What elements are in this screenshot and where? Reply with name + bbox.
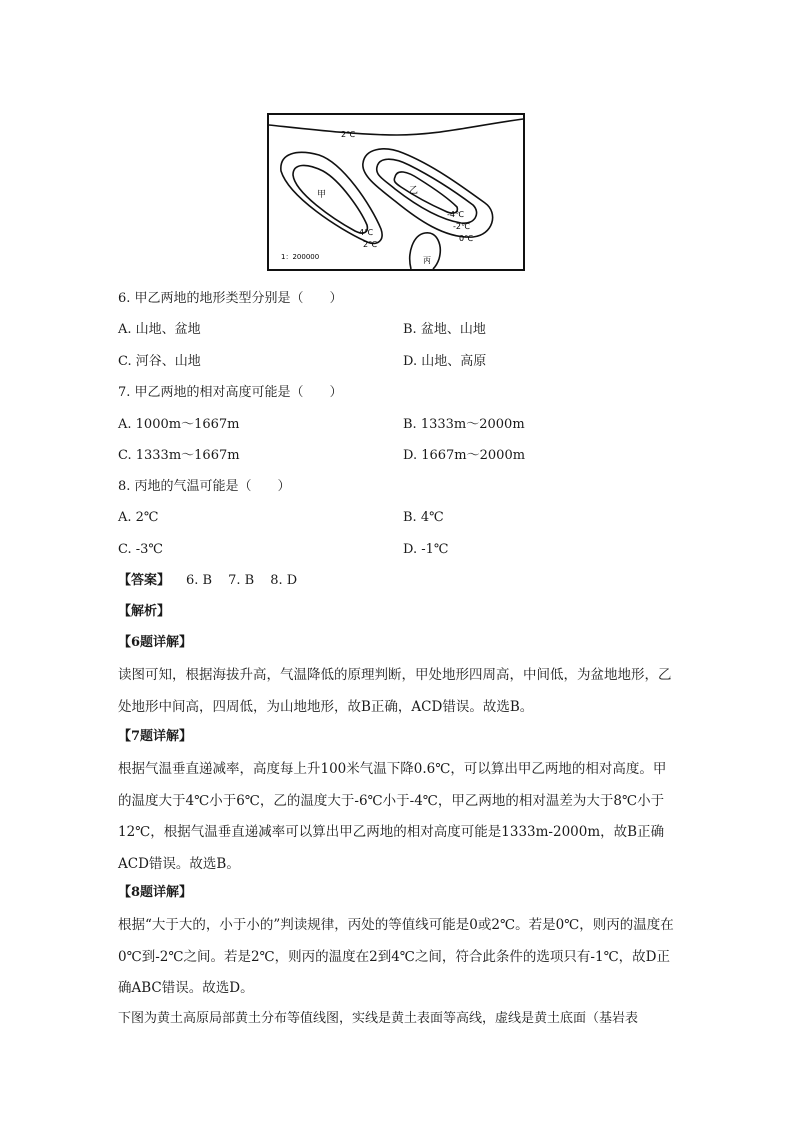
question-8-stem: 8. 丙地的气温可能是（ ）	[118, 479, 291, 494]
answer-item-6: 6. B	[186, 573, 213, 588]
q7-option-d: D. 1667m～2000m	[403, 448, 526, 463]
detail-7-text: 根据气温垂直递减率，高度每上升100米气温下降0.6℃，可以算出甲乙两地的相对高度。甲的温度大于4℃小于6℃，乙的温度大于-6℃小于-4℃，甲乙两地的相对温差为大于8℃小于12℃，根据气温垂直递减率可以算出甲乙两地的相对高度可能是1333m-2000m，故B正确ACD错误。故选B。	[118, 761, 667, 872]
label-0c: 0℃	[459, 234, 474, 243]
question-7-stem: 7. 甲乙两地的相对高度可能是（ ）	[118, 385, 343, 400]
q8-option-b: B. 4℃	[403, 510, 444, 525]
detail-6-heading: 【6题详解】	[118, 635, 193, 650]
q6-option-b: B. 盆地、山地	[403, 322, 486, 337]
detail-8-heading: 【8题详解】	[118, 885, 193, 900]
label-bing: 丙	[423, 256, 431, 265]
analysis-heading: 【解析】	[118, 604, 171, 619]
trailing-text: 下图为黄土高原局部黄土分布等值线图，实线是黄土表面等高线，虚线是黄土底面（基岩表	[118, 1011, 639, 1026]
q8-option-c: C. -3℃	[118, 542, 163, 557]
q6-option-a: A. 山地、盆地	[118, 322, 201, 337]
q7-option-c: C. 1333m～1667m	[118, 448, 240, 463]
q8-option-d: D. -1℃	[403, 542, 449, 557]
label-2c-top: 2℃	[341, 130, 356, 139]
isotherm-map-svg	[267, 113, 525, 271]
detail-6-text: 读图可知，根据海拔升高，气温降低的原理判断，甲处地形四周高，中间低，为盆地地形，乙处地形中间高，四周低，为山地地形，故B正确，ACD错误。故选B。	[118, 667, 672, 715]
label-yi: 乙	[409, 186, 419, 196]
q6-option-d: D. 山地、高原	[403, 354, 487, 369]
q7-option-b: B. 1333m～2000m	[403, 417, 525, 432]
label-scale: 1：200000	[281, 253, 320, 261]
label-minus4c: -4℃	[447, 210, 464, 219]
q6-option-c: C. 河谷、山地	[118, 354, 201, 369]
map-frame	[268, 114, 524, 270]
q8-option-a: A. 2℃	[118, 510, 159, 525]
label-jia: 甲	[317, 190, 327, 200]
q7-option-a: A. 1000m～1667m	[118, 417, 240, 432]
label-4c-left: 4℃	[359, 228, 374, 237]
detail-8-text: 根据“大于大的，小于小的”判读规律，丙处的等值线可能是0或2℃。若是0℃，则丙的温度在0℃到-2℃之间。若是2℃，则丙的温度在2到4℃之间，符合此条件的选项只有-1℃，故D正确ABC错误。故选D。	[118, 917, 674, 996]
answer-item-7: 7. B	[228, 573, 255, 588]
detail-7-heading: 【7题详解】	[118, 729, 193, 744]
answer-line	[118, 573, 297, 589]
answer-label: 【答案】	[118, 573, 171, 588]
isotherm-map	[267, 113, 525, 271]
label-2c-left: 2℃	[363, 240, 378, 249]
label-minus2c: -2℃	[453, 222, 470, 231]
answer-item-8: 8. D	[270, 573, 298, 588]
question-6-stem: 6. 甲乙两地的地形类型分别是（ ）	[118, 291, 343, 306]
